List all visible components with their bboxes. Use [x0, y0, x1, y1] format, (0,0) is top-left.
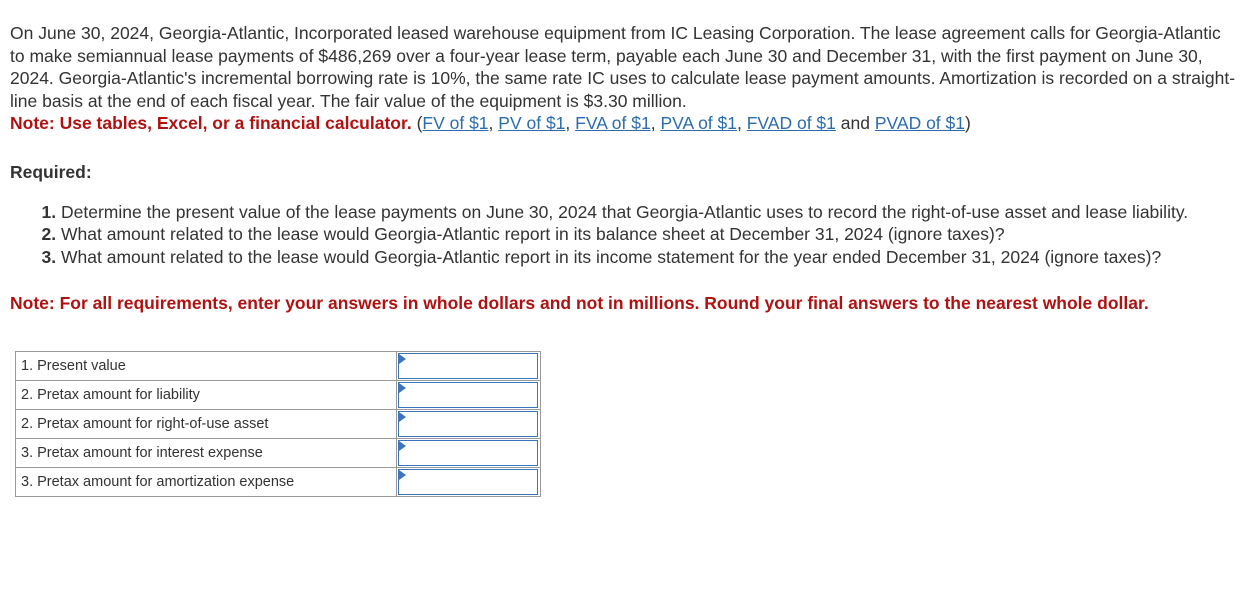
tables-note-label: Note: Use tables, Excel, or a financial calculator. [10, 113, 412, 133]
input-marker-icon [399, 470, 406, 480]
link-fv[interactable]: FV of $1 [422, 113, 489, 133]
table-row [16, 351, 541, 380]
row-label: 2. Pretax amount for liability [16, 380, 397, 409]
input-cell [397, 380, 541, 409]
answer-table [15, 351, 541, 497]
interest-expense-input[interactable] [398, 440, 538, 466]
tables-note: Note: Use tables, Excel, or a financial calculator. (FV of $1, PV of $1, FVA of $1, PVA of $1, FVAD of $1 and PVAD of $1) [10, 113, 971, 133]
problem-text: On June 30, 2024, Georgia-Atlantic, Incorporated leased warehouse equipment from IC Leasing Corporation. The lease agreement calls for Georgia-Atlantic to make semiannual lease payments of $486,269 over a four-year lease term, payable each June 30 and December 31, with the first payment on June 30, 2024. Georgia-Atlantic's incremental borrowing rate is 10%, the same rate IC uses to calculate lease payment amounts. Amortization is recorded on a straight-line basis at the end of each fiscal year. The fair value of the equipment is $3.30 million. [10, 23, 1236, 111]
link-fva[interactable]: FVA of $1 [575, 113, 651, 133]
amortization-expense-input[interactable] [398, 469, 538, 495]
row-label: 2. Pretax amount for right-of-use asset [16, 409, 397, 438]
link-pv[interactable]: PV of $1 [498, 113, 566, 133]
link-pva[interactable]: PVA of $1 [660, 113, 737, 133]
row-label: 3. Pretax amount for interest expense [16, 438, 397, 467]
input-cell [397, 409, 541, 438]
input-marker-icon [399, 412, 406, 422]
link-pvad[interactable]: PVAD of $1 [874, 113, 965, 133]
row-label: 1. Present value [16, 351, 397, 380]
input-marker-icon [399, 354, 406, 364]
input-marker-icon [399, 441, 406, 451]
requirement-1: 1. Determine the present value of the lease payments on June 30, 2024 that Georgia-Atlantic uses to record the right-of-use asset and lease liability. [61, 201, 1236, 224]
answer-note: Note: For all requirements, enter your answers in whole dollars and not in millions. Round your final answers to the nearest whole dollar. [10, 293, 1149, 313]
input-cell [397, 351, 541, 380]
requirement-3: 3. What amount related to the lease would Georgia-Atlantic report in its income statement for the year ended December 31, 2024 (ignore taxes)? [61, 246, 1236, 269]
requirements-list [10, 201, 1236, 269]
present-value-input[interactable] [398, 353, 538, 379]
rou-asset-input[interactable] [398, 411, 538, 437]
table-row [16, 438, 541, 467]
input-marker-icon [399, 383, 406, 393]
input-cell [397, 438, 541, 467]
requirement-2: 2. What amount related to the lease would Georgia-Atlantic report in its balance sheet at December 31, 2024 (ignore taxes)? [61, 223, 1236, 246]
table-row [16, 409, 541, 438]
link-fvad[interactable]: FVAD of $1 [746, 113, 836, 133]
row-label: 3. Pretax amount for amortization expense [16, 467, 397, 496]
liability-input[interactable] [398, 382, 538, 408]
table-row [16, 467, 541, 496]
and-text: and [840, 113, 870, 133]
table-row [16, 380, 541, 409]
input-cell [397, 467, 541, 496]
required-heading: Required: [10, 161, 92, 182]
